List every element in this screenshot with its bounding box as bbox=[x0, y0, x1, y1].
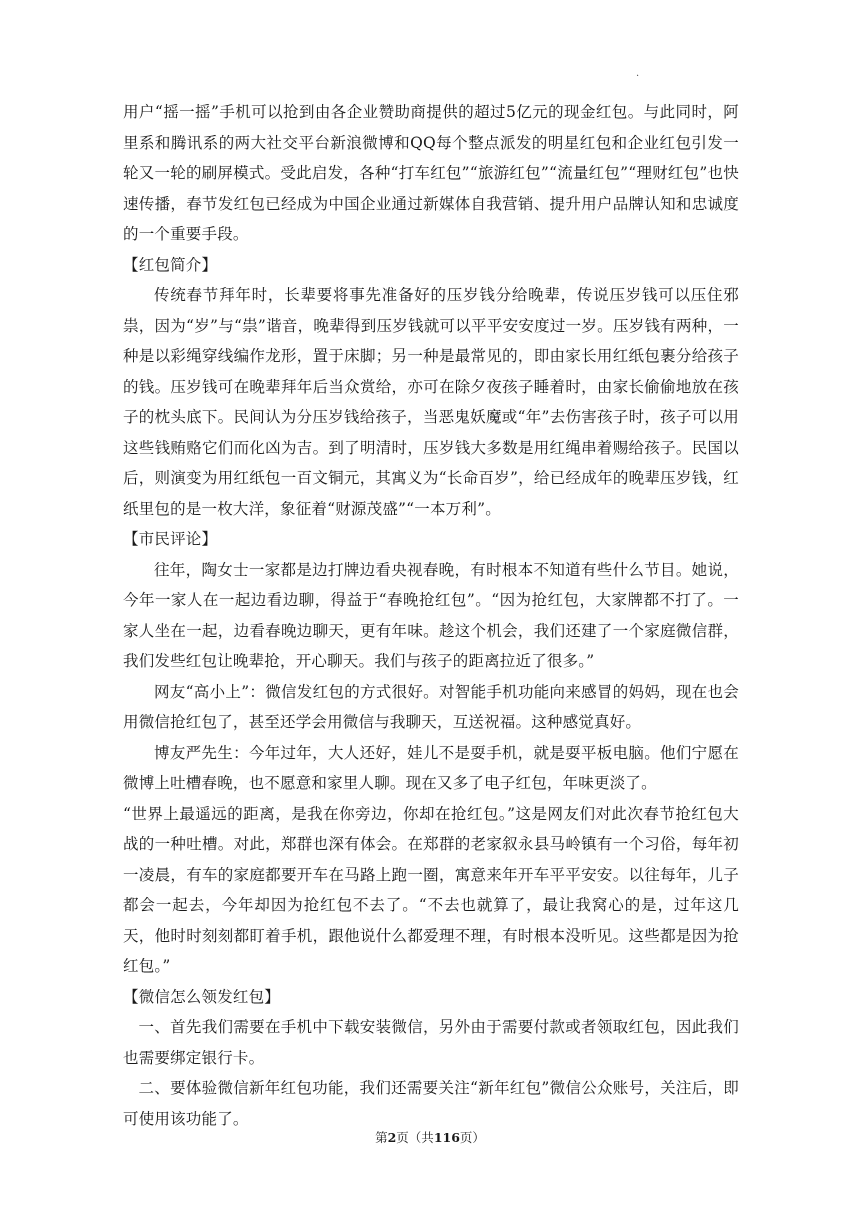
footer-prefix: 第 bbox=[375, 1130, 388, 1145]
paragraph-comment-tao: 往年，陶女士一家都是边打牌边看央视春晚，有时根本不知道有些什么节目。她说，今年一家人在一起边看边聊，得益于“春晚抢红包”。“因为抢红包，大家牌都不打了。一家人坐在一起，边看春晚边聊天，更有年味。趁这个机会，我们还建了一个家庭微信群，我们发些红包让晚辈抢，开心聊天。我们与孩子的距离拉近了很多。” bbox=[123, 560, 739, 670]
paragraph-hongbao-history: 传统春节拜年时，长辈要将事先准备好的压岁钱分给晚辈，传说压岁钱可以压住邪祟，因为“岁”与“祟”谐音，晚辈得到压岁钱就可以平平安安度过一岁。压岁钱有两种，一种是以彩绳穿线编作龙形，置于床脚；另一种是最常见的，即由家长用红纸包裹分给孩子的钱。压岁钱可在晚辈拜年后当众赏给，亦可在除夕夜孩子睡着时，由家长偷偷地放在孩子的枕头底下。民间认为分压岁钱给孩子，当恶鬼妖魔或“年”去伤害孩子时，孩子可以用这些钱贿赂它们而化凶为吉。到了明清时，压岁钱大多数是用红绳串着赐给孩子。民国以后，则演变为用红纸包一百文铜元，其寓义为“长命百岁”，给已经成年的晚辈压岁钱，红纸里包的是一枚大洋，象征着“财源茂盛”“一本万利”。 bbox=[123, 286, 739, 518]
footer-middle: 页（共 bbox=[396, 1130, 434, 1145]
document-body bbox=[123, 97, 739, 1134]
paragraph-step-two: 二、要体验微信新年红包功能，我们还需要关注“新年红包”微信公众账号，关注后，即可使用该功能了。 bbox=[123, 1079, 739, 1128]
paragraph-comment-zhengqun: “世界上最遥远的距离，是我在你旁边，你却在抢红包。”这是网友们对此次春节抢红包大战的一种吐槽。对此，郑群也深有体会。在郑群的老家叙永县马岭镇有一个习俗，每年初一凌晨，有车的家庭都要开车在马路上跑一圈，寓意来年开车平平安安。以往每年，儿子都会一起去，今年却因为抢红包不去了。“不去也就算了，最让我窝心的是，过年这几天，他时时刻刻都盯着手机，跟他说什么都爱理不理，有时根本没听见。这些都是因为抢红包。” bbox=[123, 804, 739, 975]
footer-total-pages: 116 bbox=[433, 1130, 460, 1145]
section-heading-citizen-comments: 【市民评论】 bbox=[123, 530, 218, 548]
page-footer bbox=[0, 1130, 860, 1146]
paragraph-step-one: 一、首先我们需要在手机中下载安装微信，另外由于需要付款或者领取红包，因此我们也需要绑定银行卡。 bbox=[123, 1018, 739, 1067]
paragraph-intro-continued: 用户“摇一摇”手机可以抢到由各企业赞助商提供的超过5亿元的现金红包。与此同时，阿里系和腾讯系的两大社交平台新浪微博和QQ每个整点派发的明星红包和企业红包引发一轮又一轮的刷屏模式。受此启发，各种“打车红包”“旅游红包”“流量红包”“理财红包”也快速传播，春节发红包已经成为中国企业通过新媒体自我营销、提升用户品牌认知和忠诚度的一个重要手段。 bbox=[123, 103, 739, 243]
section-heading-wechat-howto: 【微信怎么领发红包】 bbox=[123, 987, 281, 1006]
paragraph-comment-yan: 博友严先生：今年过年，大人还好，娃儿不是耍手机，就是耍平板电脑。他们宁愿在微博上吐槽春晚，也不愿意和家里人聊。现在又多了电子红包，年味更淡了。 bbox=[123, 743, 739, 792]
section-heading-hongbao-intro: 【红包简介】 bbox=[123, 255, 218, 274]
top-mark: · bbox=[636, 71, 640, 82]
paragraph-comment-gaoxiaoshang: 网友“高小上”：微信发红包的方式很好。对智能手机功能向来感冒的妈妈，现在也会用微信抢红包了，甚至还学会用微信与我聊天，互送祝福。这种感觉真好。 bbox=[123, 682, 739, 731]
footer-suffix: 页） bbox=[459, 1130, 485, 1145]
footer-page-number: 2 bbox=[387, 1130, 397, 1145]
